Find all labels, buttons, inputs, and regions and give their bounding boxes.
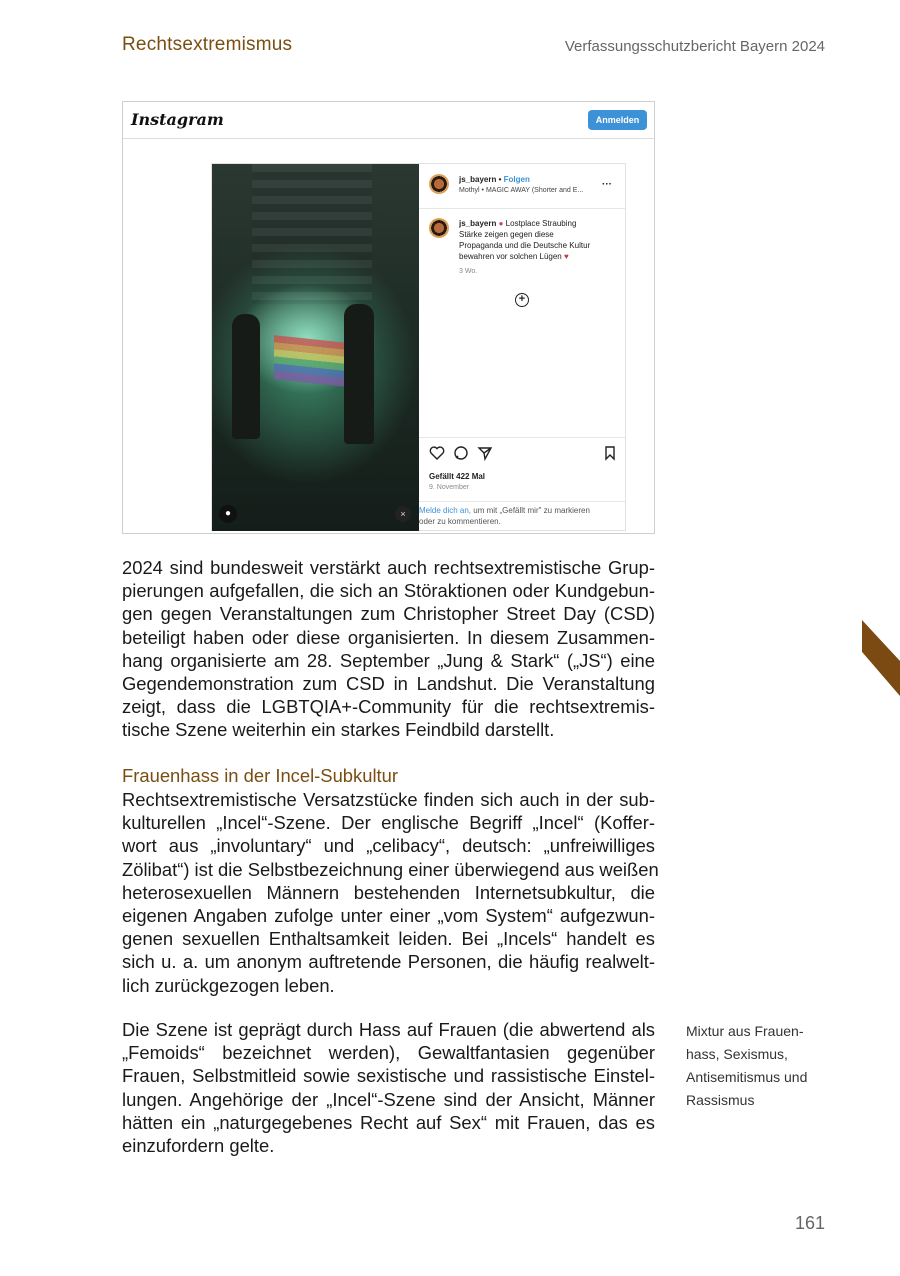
running-head-chapter: Rechtsextremismus: [122, 34, 293, 55]
post-date: 9. November: [429, 484, 470, 491]
login-button[interactable]: Anmelden: [588, 110, 647, 130]
margin-note-line: Antisemitismus und: [686, 1069, 808, 1085]
text-line: lungen. Angehörige der „Incel“-Szene sind der Ansicht, Männer: [122, 1088, 655, 1110]
comment-icon[interactable]: [453, 445, 469, 461]
location-pin-icon: ●: [498, 219, 504, 228]
add-comment-icon[interactable]: +: [515, 293, 529, 307]
post-photo[interactable]: [212, 164, 419, 531]
text-line: genen sexuellen Enthaltsamkeit leiden. Bei „Incels“ handelt es: [122, 928, 655, 950]
avatar[interactable]: [429, 174, 449, 194]
person-silhouette-right: [344, 304, 374, 444]
post-username[interactable]: js_bayern: [459, 175, 497, 184]
caption-line: Stärke zeigen gegen diese: [459, 230, 554, 239]
text-line: 2024 sind bundesweit verstärkt auch rechtsextremistische Grup-: [122, 557, 655, 578]
caption-username[interactable]: js_bayern: [459, 219, 497, 228]
text-line: hätten ein „naturgegebenes Recht auf Sex“ mit Frauen, das es: [122, 1111, 655, 1133]
heart-icon[interactable]: [429, 445, 445, 461]
follow-link[interactable]: Folgen: [503, 175, 530, 184]
instagram-post: [211, 163, 626, 531]
divider: [419, 501, 625, 502]
text-line: zeigt, dass die LGBTQIA+-Community für die rechtsextremis-: [122, 696, 655, 718]
text-line: einzufordern gelte.: [122, 1135, 275, 1157]
text-line: Die Szene ist geprägt durch Hass auf Frauen (die abwertend als: [122, 1019, 655, 1040]
text-line: Gegendemonstration zum CSD in Landshut. Die Veranstaltung: [122, 673, 655, 695]
text-line: pierungen aufgefallen, die sich an Störaktionen oder Kundgebun-: [122, 580, 655, 602]
page-number: 161: [794, 1213, 825, 1233]
chapter-tab-marker: [862, 620, 900, 696]
margin-note-line: hass, Sexismus,: [686, 1046, 788, 1062]
audio-track[interactable]: Mothyl • MAGIC AWAY (Shorter and E...: [459, 187, 584, 194]
text-line: Frauen, Selbstmitleid sowie sexistische und rassistische Einstel-: [122, 1065, 655, 1087]
margin-note-line: Rassismus: [686, 1092, 755, 1108]
brick-wall: [252, 164, 372, 304]
text-line: Rechtsextremistische Versatzstücke finden sich auch in der sub-: [122, 789, 655, 810]
text-line: „Femoids“ bezeichnet werden), Gewaltfantasien gegenüber: [122, 1042, 655, 1064]
login-prompt: oder zu kommentieren.: [419, 517, 501, 526]
caption-avatar[interactable]: [429, 218, 449, 238]
running-head-report: Verfassungsschutzbericht Bayern 2024: [564, 38, 825, 55]
share-icon[interactable]: [477, 445, 493, 461]
heart-emoji-icon: ♥: [563, 252, 569, 261]
divider: [419, 437, 625, 438]
login-link[interactable]: Melde dich an,: [419, 506, 472, 515]
separator-dot: •: [498, 175, 502, 184]
instagram-logo: Instagram: [131, 110, 224, 129]
like-count: Gefällt 422 Mal: [429, 472, 486, 481]
caption-line: Propaganda und die Deutsche Kultur: [459, 241, 591, 250]
text-line: hang organisierte am 28. September „Jung & Stark“ („JS“) eine: [122, 649, 655, 671]
text-line: wort aus „involuntary“ und „celibacy“, deutsch: „unfreiwilliges: [122, 835, 655, 857]
instagram-header: [123, 102, 654, 139]
login-prompt: um mit „Gefällt mir" zu markieren: [473, 506, 590, 515]
text-line: kulturellen „Incel“-Szene. Der englische Begriff „Incel“ (Koffer-: [122, 812, 655, 834]
caption-location: Lostplace Straubing: [505, 219, 577, 228]
instagram-screenshot: [122, 101, 655, 534]
user-tag-icon[interactable]: ●: [219, 505, 237, 523]
text-line: Zölibat“) ist die Selbstbezeichnung einer überwiegend aus weißen: [122, 858, 659, 880]
person-silhouette-left: [232, 314, 260, 439]
divider: [419, 208, 625, 209]
caption-line: bewahren vor solchen Lügen: [459, 252, 562, 261]
section-heading: Frauenhass in der Incel-Subkultur: [122, 765, 399, 786]
text-line: heterosexuellen Männern bestehenden Internetsubkultur, die: [122, 881, 655, 903]
text-line: eigenen Angaben zufolge unter einer „vom System“ aufgezwun-: [122, 905, 655, 927]
paragraph-csd: [122, 556, 655, 742]
more-options-icon[interactable]: ···: [602, 179, 612, 190]
text-line: tische Szene weiterhin ein starkes Feindbild darstellt.: [122, 719, 555, 741]
margin-note-line: Mixtur aus Frauen-: [686, 1023, 804, 1039]
paragraph-scene: [122, 1018, 655, 1157]
post-sidebar: [419, 164, 625, 530]
margin-note: [686, 1020, 836, 1112]
paragraph-incel: [122, 788, 659, 997]
bookmark-icon[interactable]: [602, 445, 618, 461]
text-line: sich u. a. um anonym auftretende Personen, die häufig realwelt-: [122, 951, 655, 973]
caption-age: 3 Wo.: [459, 268, 478, 275]
text-line: gen gegen Veranstaltungen zum Christopher Street Day (CSD): [122, 603, 655, 625]
mute-icon[interactable]: ×: [395, 506, 411, 522]
text-line: beteiligt haben oder diese organisierten. In diesem Zusammen-: [122, 626, 655, 648]
text-line: lich zurückgezogen leben.: [122, 974, 335, 996]
